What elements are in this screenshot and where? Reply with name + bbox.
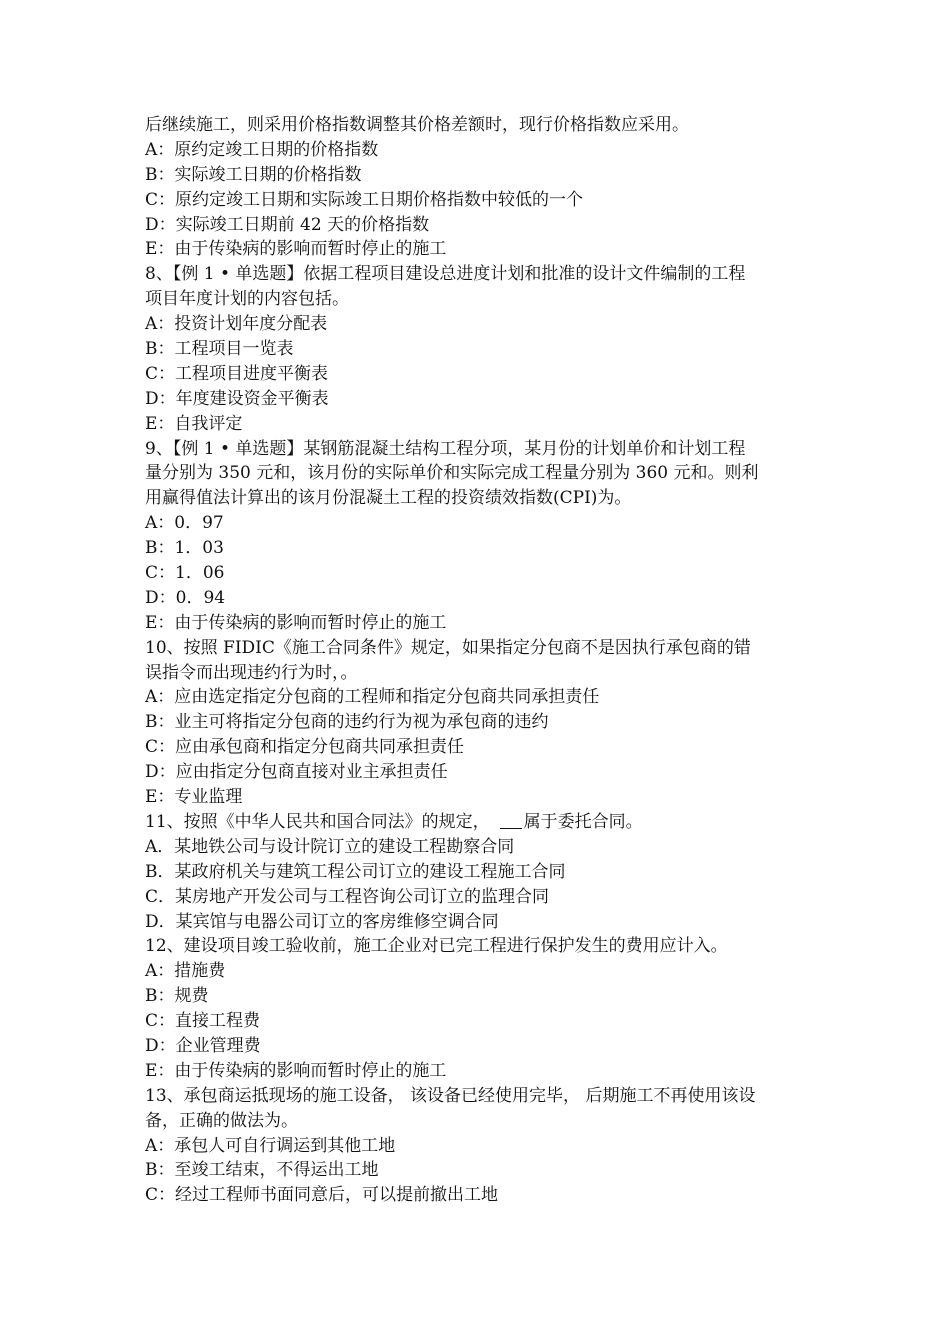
option-line: A：措施费 [145,961,226,982]
option-line: C：1．06 [145,563,225,584]
option-line: D：应由指定分包商直接对业主承担责任 [145,762,448,783]
question-8-line: 项目年度计划的内容包括。 [145,289,349,310]
question-9-line: 用赢得值法计算出的该月份混凝土工程的投资绩效指数(CPI)为。 [145,488,632,509]
option-line: A：原约定竣工日期的价格指数 [145,139,379,160]
option-line: B．某政府机关与建筑工程公司订立的建设工程施工合同 [145,861,566,882]
option-line: C．某房地产开发公司与工程咨询公司订立的监理合同 [145,886,550,907]
option-line: C：应由承包商和指定分包商共同承担责任 [145,737,465,758]
blank-underline [500,812,522,829]
option-line: B：工程项目一览表 [145,339,294,360]
option-line: C：工程项目进度平衡表 [145,363,329,384]
question-9-line: 量分别为 350 元和，该月份的实际单价和实际完成工程量分别为 360 元和。则利 [145,463,759,484]
option-line: C：原约定竣工日期和实际竣工日期价格指数中较低的一个 [145,189,584,210]
question-9-line: 9、【例 1 • 单选题】某钢筋混凝土结构工程分项，某月份的计划单价和计划工程 [145,438,746,459]
option-line: E：由于传染病的影响而暂时停止的施工 [145,239,447,260]
option-line: E：由于传染病的影响而暂时停止的施工 [145,1060,447,1081]
option-line: A：投资计划年度分配表 [145,314,328,335]
option-line: E：由于传染病的影响而暂时停止的施工 [145,612,447,633]
option-line: D：0．94 [145,587,226,608]
document-body [145,113,815,1208]
option-line: B：规费 [145,986,209,1007]
option-line: B：实际竣工日期的价格指数 [145,164,362,185]
question-13-line: 备，正确的做法为。 [145,1110,298,1131]
option-line: D：企业管理费 [145,1035,261,1056]
question-10-line: 误指令而出现违约行为时，。 [145,662,358,683]
question-10-line: 10、按照 FIDIC《施工合同条件》规定，如果指定分包商不是因执行承包商的错 [145,637,751,658]
question-8-line: 8、【例 1 • 单选题】依据工程项目建设总进度计划和批准的设计文件编制的工程 [145,264,746,285]
option-line: A：应由选定指定分包商的工程师和指定分包商共同承担责任 [145,687,600,708]
option-line: E：专业监理 [145,787,243,808]
question-11-tail: 属于委托合同。 [523,811,643,832]
option-line: C：直接工程费 [145,1011,261,1032]
question-11-line [145,810,815,835]
option-line: D：年度建设资金平衡表 [145,388,329,409]
question-11-head: 11、按照《中华人民共和国合同法》的规定， [145,811,490,832]
option-line: D．某宾馆与电器公司订立的客房维修空调合同 [145,911,499,932]
question-13-line: 13、承包商运抵现场的施工设备， 该设备已经使用完毕， 后期施工不再使用该设 [145,1085,756,1106]
option-line: A：承包人可自行调运到其他工地 [145,1135,396,1156]
option-line: E：自我评定 [145,413,243,434]
option-line: A．某地铁公司与设计院订立的建设工程勘察合同 [145,836,515,857]
option-line: A：0．97 [145,513,224,534]
option-line: D：实际竣工日期前 42 天的价格指数 [145,214,430,235]
option-line: B：至竣工结束，不得运出工地 [145,1160,379,1181]
option-line: B：业主可将指定分包商的违约行为视为承包商的违约 [145,712,549,733]
option-line: B：1．03 [145,538,224,559]
question-12-line: 12、建设项目竣工验收前，施工企业对已完工程进行保护发生的费用应计入。 [145,936,728,957]
text-line: 后继续施工，则采用价格指数调整其价格差额时，现行价格指数应采用。 [145,115,689,135]
option-line: C：经过工程师书面同意后，可以提前撤出工地 [145,1185,499,1206]
